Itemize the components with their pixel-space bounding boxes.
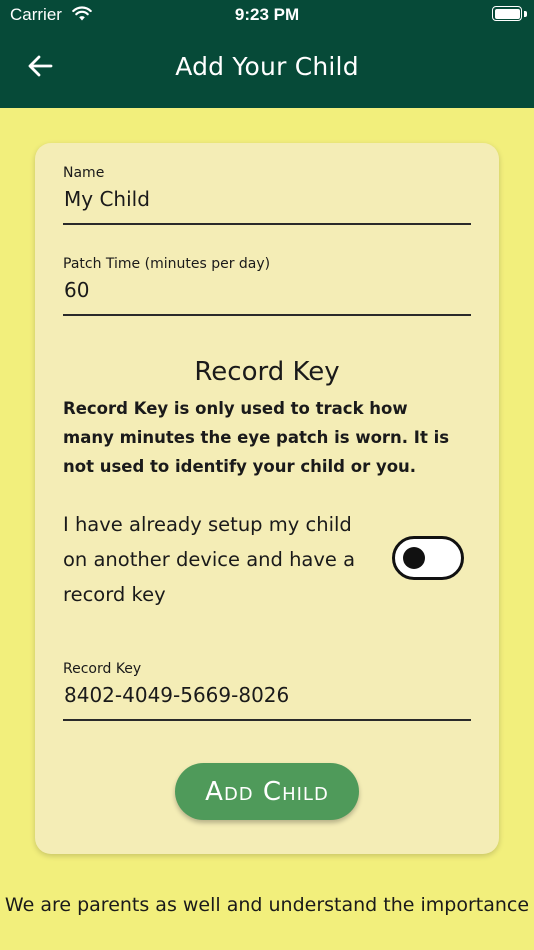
record-key-label: Record Key bbox=[63, 661, 142, 677]
battery-nub bbox=[524, 11, 527, 17]
toggle-knob bbox=[403, 547, 425, 569]
record-key-input[interactable] bbox=[63, 677, 471, 721]
record-key-field bbox=[63, 661, 471, 721]
status-bar bbox=[0, 0, 534, 30]
battery-fill bbox=[495, 9, 520, 19]
name-label: Name bbox=[63, 165, 105, 181]
carrier-label: Carrier bbox=[10, 5, 62, 24]
footer-text: We are parents as well and understand the importance bbox=[4, 894, 530, 916]
record-key-heading: Record Key bbox=[194, 357, 340, 387]
record-key-description: Record Key is only used to track how many minutes the eye patch is worn. It is not used to identify your child or you. bbox=[63, 399, 450, 476]
name-input[interactable] bbox=[63, 181, 471, 225]
form-card bbox=[35, 143, 499, 854]
page-title: Add Your Child bbox=[175, 52, 359, 81]
existing-record-key-toggle[interactable] bbox=[392, 536, 464, 580]
name-field bbox=[63, 165, 471, 225]
patch-time-field bbox=[63, 256, 471, 316]
battery-icon bbox=[492, 6, 522, 21]
add-child-button[interactable]: Add Child bbox=[175, 763, 359, 820]
existing-record-key-label: I have already setup my child on another device and have a record key bbox=[63, 513, 356, 606]
patch-time-label: Patch Time (minutes per day) bbox=[63, 256, 271, 272]
nav-bar bbox=[0, 30, 534, 108]
status-time: 9:23 PM bbox=[234, 5, 300, 24]
patch-time-input[interactable] bbox=[63, 272, 471, 316]
